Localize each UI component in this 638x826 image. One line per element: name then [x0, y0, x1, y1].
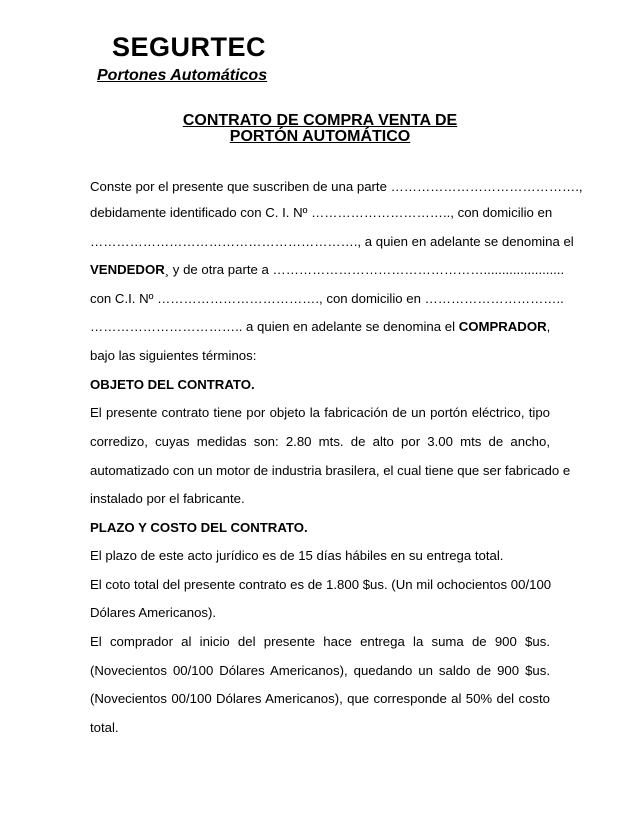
terms-line-6: (Novecientos 00/100 Dólares Americanos), que corresponde al 50% del costo	[90, 691, 550, 706]
brand-name: SEGURTEC	[112, 32, 267, 62]
terms-line-7: total.	[90, 720, 119, 735]
intro-line-5: con C.I. Nº ………………………………., con domicilio en …………………………..	[90, 291, 564, 306]
intro-line-6-pre: …………………………….. a quien en adelante se denomina el	[90, 319, 459, 334]
intro-line-3: ……………………………………………………., a quien en adelante se denomina el	[90, 234, 574, 249]
terms-line-5: (Novecientos 00/100 Dólares Americanos), quedando un saldo de 900 $us.	[90, 663, 550, 678]
contract-title-line-2: PORTÓN AUTOMÁTICO	[229, 128, 411, 145]
object-line-4: instalado por el fabricante.	[90, 491, 245, 506]
intro-line-1: Conste por el presente que suscriben de una parte …………………………………….,	[90, 179, 583, 194]
buyer-term: COMPRADOR	[458, 319, 547, 334]
intro-line-4	[90, 261, 565, 279]
terms-line-4: El comprador al inicio del presente hace entrega la suma de 900 $us.	[90, 634, 550, 649]
object-line-2: corredizo, cuyas medidas son: 2.80 mts. de alto por 3.00 mts de ancho,	[90, 434, 550, 449]
brand-subtitle: Portones Automáticos	[97, 67, 268, 84]
terms-line-3: Dólares Americanos).	[90, 605, 217, 620]
intro-line-4-rest: ¸ y de otra parte a …………………………………………......................	[164, 262, 565, 277]
intro-line-6	[90, 318, 550, 336]
section-heading-terms: PLAZO Y COSTO DEL CONTRATO.	[90, 520, 308, 535]
terms-line-1: El plazo de este acto jurídico es de 15 días hábiles en su entrega total.	[90, 548, 504, 563]
section-heading-object: OBJETO DEL CONTRATO.	[90, 377, 255, 392]
intro-line-6-end: ,	[546, 319, 551, 334]
object-line-1: El presente contrato tiene por objeto la fabricación de un portón eléctrico, tipo	[90, 405, 550, 420]
seller-term: VENDEDOR	[90, 262, 165, 277]
object-line-3: automatizado con un motor de industria brasilera, el cual tiene que ser fabricado e	[90, 463, 571, 478]
contract-title-line-1: CONTRATO DE COMPRA VENTA DE	[182, 112, 458, 129]
terms-line-2: El coto total del presente contrato es de 1.800 $us. (Un mil ochocientos 00/100	[90, 577, 552, 592]
intro-line-2: debidamente identificado con C. I. Nº ………………………….., con domicilio en	[90, 205, 553, 220]
intro-line-7: bajo las siguientes términos:	[90, 348, 257, 363]
